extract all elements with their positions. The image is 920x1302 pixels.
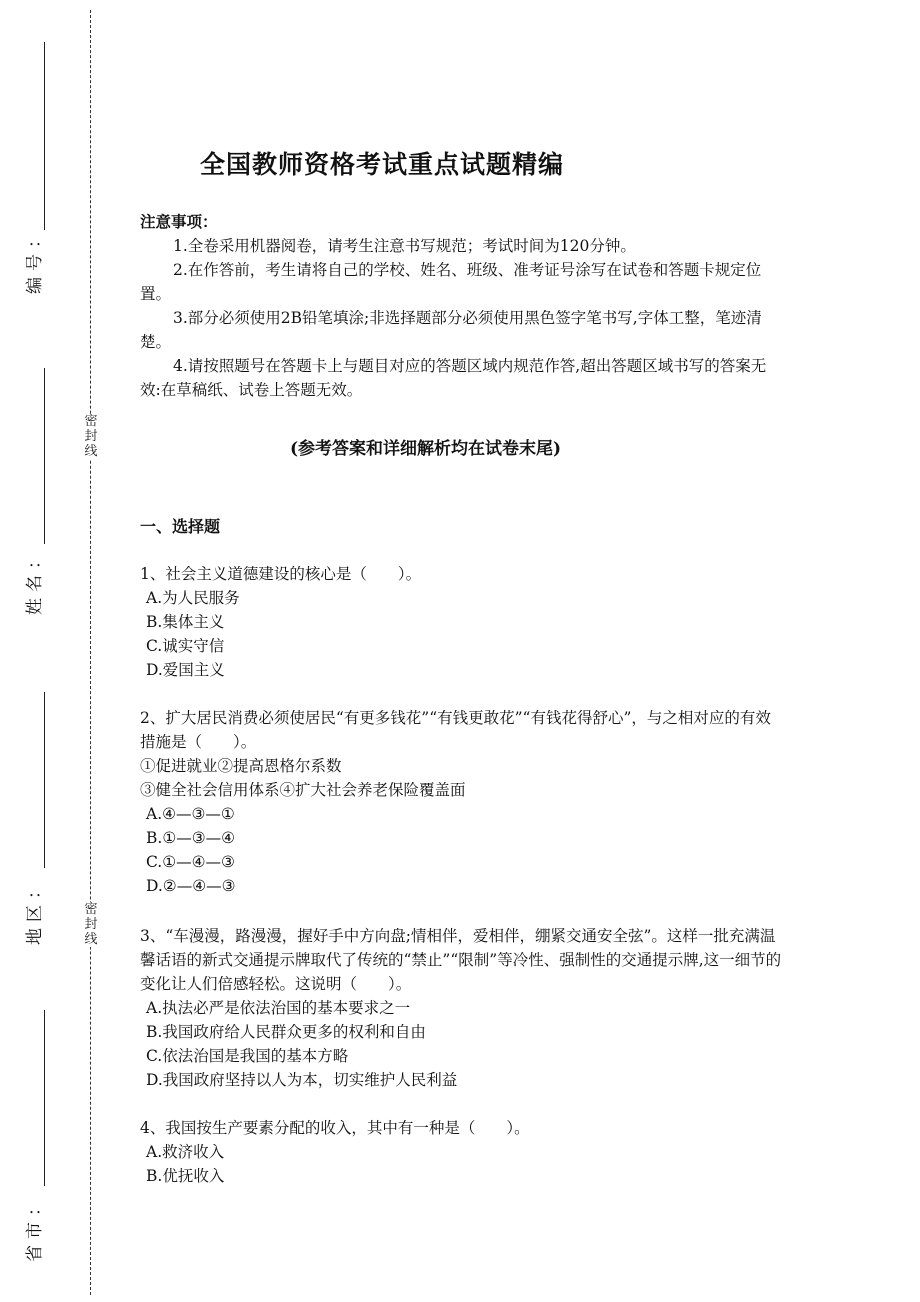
field-region xyxy=(20,876,66,985)
question-statement: ③健全社会信用体系④扩大社会养老保险覆盖面 xyxy=(140,781,466,799)
option-b: B.集体主义 xyxy=(146,613,225,631)
seal-text-lower: 密封线 xyxy=(82,902,100,947)
section-heading: 一、选择题 xyxy=(140,517,221,536)
option-a: A.为人民服务 xyxy=(146,589,240,607)
question-1 xyxy=(140,562,782,682)
notice-item: 4.请按照题号在答题卡上与题目对应的答题区域内规范作答,超出答题区域书写的答案无效:在草稿纸、试卷上答题无效。 xyxy=(140,357,767,399)
notice-block xyxy=(140,210,782,402)
question-stem: 3、“车漫漫，路漫漫，握好手中方向盘;情相伴，爱相伴，绷紧交通安全弦”。这样一批充满温馨话语的新式交通提示牌取代了传统的“禁止”“限制”等冷性、强制性的交通提示牌,这一细节的变化让人们倍感轻松。这说明（ ）。 xyxy=(140,927,782,993)
field-region-label: 地区： xyxy=(25,876,45,945)
option-c: C.依法治国是我国的基本方略 xyxy=(146,1047,349,1065)
field-number xyxy=(20,225,66,334)
notice-item: 2.在作答前，考生请将自己的学校、姓名、班级、准考证号涂写在试卷和答题卡规定位置。 xyxy=(140,261,762,303)
question-2 xyxy=(140,706,782,898)
question-stem: 1、社会主义道德建设的核心是（ ）。 xyxy=(140,565,422,583)
option-b: B.优抚收入 xyxy=(146,1167,225,1185)
question-statement: ①促进就业②提高恩格尔系数 xyxy=(140,757,342,775)
option-a: A.救济收入 xyxy=(146,1143,225,1161)
option-b: B.①—③—④ xyxy=(146,829,236,847)
option-a: A.执法必严是依法治国的基本要求之一 xyxy=(146,999,411,1017)
seal-text-upper: 密封线 xyxy=(82,414,100,459)
underline-number xyxy=(44,42,45,230)
seal-dashed-line xyxy=(90,10,91,1295)
notice-item: 1.全卷采用机器阅卷，请考生注意书写规范；考试时间为120分钟。 xyxy=(173,237,636,255)
underline-region xyxy=(44,692,45,868)
underline-name xyxy=(44,368,45,544)
question-4 xyxy=(140,1116,782,1188)
page-title: 全国教师资格考试重点试题精编 xyxy=(200,150,565,179)
option-c: C.诚实守信 xyxy=(146,637,225,655)
option-c: C.①—④—③ xyxy=(146,853,235,871)
answer-note: (参考答案和详细解析均在试卷末尾) xyxy=(290,439,562,459)
field-name-label: 姓名： xyxy=(25,546,45,615)
notice-item: 3.部分必须使用2B铅笔填涂;非选择题部分必须使用黑色签字笔书写,字体工整，笔迹清楚。 xyxy=(140,309,762,351)
option-a: A.④—③—① xyxy=(146,805,235,823)
option-d: D.爱国主义 xyxy=(146,661,225,679)
option-b: B.我国政府给人民群众更多的权利和自由 xyxy=(146,1023,426,1041)
field-province xyxy=(20,1193,66,1302)
question-stem: 4、我国按生产要素分配的收入，其中有一种是（ ）。 xyxy=(140,1119,530,1137)
notice-heading: 注意事项： xyxy=(140,212,218,231)
option-d: D.②—④—③ xyxy=(146,877,236,895)
question-3 xyxy=(140,924,782,1092)
field-province-label: 省市： xyxy=(25,1193,45,1262)
question-stem: 2、扩大居民消费必须使居民“有更多钱花”“有钱更敢花”“有钱花得舒心”，与之相对应的有效措施是（ ）。 xyxy=(140,709,771,751)
field-name xyxy=(20,546,66,655)
option-d: D.我国政府坚持以人为本，切实维护人民利益 xyxy=(146,1071,458,1089)
field-number-label: 编号： xyxy=(25,225,45,294)
underline-province xyxy=(44,1010,45,1186)
